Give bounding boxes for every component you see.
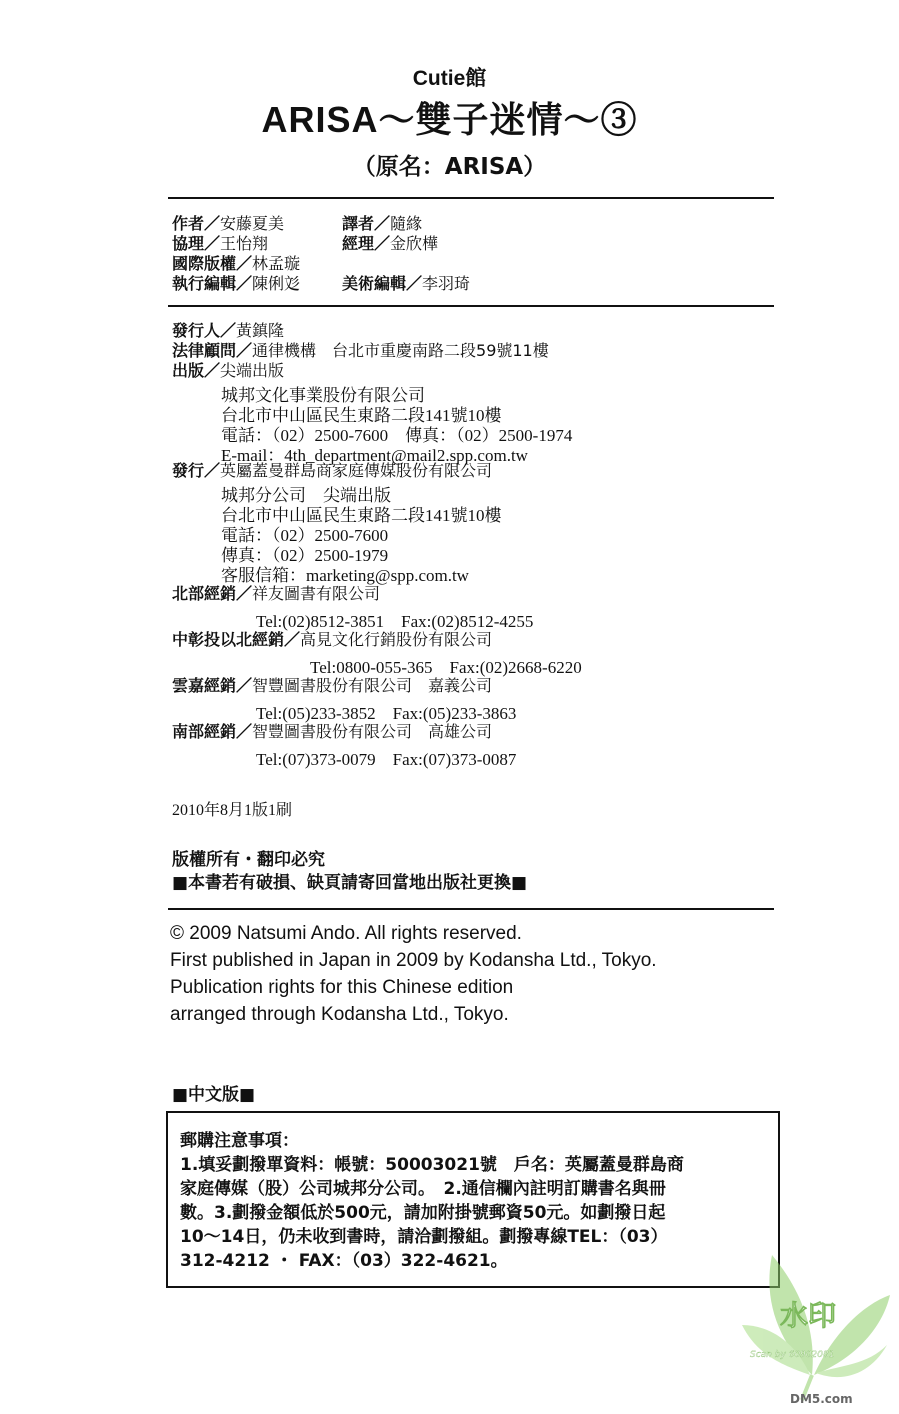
divider-credits: [168, 305, 774, 307]
distribute-name: 英屬蓋曼群島商家庭傳媒股份有限公司: [220, 461, 493, 480]
legal-label: 法律顧問／: [172, 341, 253, 360]
leaf-watermark-logo: [742, 1245, 892, 1405]
credit-executive-editor: [172, 274, 300, 294]
copyright-line: © 2009 Natsumi Ando. All rights reserved.: [170, 923, 522, 944]
publish-name: 尖端出版: [220, 361, 285, 380]
copyright-line: arranged through Kodansha Ltd., Tokyo.: [170, 1004, 509, 1025]
distributor-south: [172, 722, 492, 742]
distributor-contact: Tel:(07)373-0079 Fax:(07)373-0087: [256, 750, 517, 769]
credit-label: 經理／: [342, 234, 391, 253]
order-notice-line: 1.填妥劃撥單資料：帳號：50003021號 戶名：英屬蓋曼群島商: [180, 1155, 684, 1175]
distribute-address: 台北市中山區民生東路二段141號10樓: [221, 506, 502, 525]
order-notice-line: 10～14日，仍未收到書時，請洽劃撥組。劃撥專線TEL：（03）: [180, 1227, 668, 1247]
distribute-fax: 傳真：（02）2500-1979: [221, 546, 389, 565]
credit-label: 國際版權／: [172, 254, 253, 273]
distributor-label: 中彰投以北經銷／: [172, 630, 301, 649]
legal-line: [172, 341, 549, 361]
order-notice-title: 郵購注意事項：: [180, 1131, 299, 1151]
issuer-line: [172, 321, 284, 341]
distribute-phone: 電話：（02）2500-7600: [221, 526, 389, 545]
publish-company: 城邦文化事業股份有限公司: [221, 386, 425, 405]
order-notice-line: 家庭傳媒（股）公司城邦分公司。 2.通信欄內註明訂購書名與冊: [180, 1179, 666, 1199]
credit-author: [172, 214, 284, 234]
credit-label: 執行編輯／: [172, 274, 253, 293]
distributor-name: 祥友圖書有限公司: [252, 584, 381, 603]
credit-translator: [342, 214, 422, 234]
credit-manager: [342, 234, 438, 254]
distribute-line: [172, 461, 492, 481]
credit-international-rights: [172, 254, 300, 274]
distributor-contact: Tel:(05)233-3852 Fax:(05)233-3863: [256, 704, 517, 723]
credit-art-editor: [342, 274, 470, 294]
divider-top: [168, 197, 774, 199]
credit-label: 協理／: [172, 234, 221, 253]
distributor-central: [172, 630, 492, 650]
book-title: ARISA～雙子迷情～③: [261, 99, 638, 140]
credit-value: 林孟璇: [252, 254, 301, 273]
distributor-label: 雲嘉經銷／: [172, 676, 253, 695]
original-title: （原名：ARISA）: [352, 154, 547, 180]
credit-assistant-manager: [172, 234, 268, 254]
order-notice-line: 數。3.劃撥金額低於500元，請加附掛號郵資50元。如劃撥日起: [180, 1203, 666, 1223]
credit-value: 王怡翔: [220, 234, 269, 253]
distributor-name: 高見文化行銷股份有限公司: [300, 630, 493, 649]
distributor-yunjia: [172, 676, 492, 696]
distribute-branch: 城邦分公司 尖端出版: [221, 486, 391, 505]
order-notice-box: [166, 1111, 780, 1288]
credit-value: 李羽琦: [422, 274, 471, 293]
publish-email: E-mail：4th_department@mail2.spp.com.tw: [221, 446, 528, 465]
issuer-label: 發行人／: [172, 321, 237, 340]
rights-reserved: 版權所有・翻印必究: [172, 850, 325, 870]
divider-copyright: [168, 908, 774, 910]
publish-phone-fax: 電話：（02）2500-7600 傳真：（02）2500-1974: [221, 426, 573, 445]
edition-date: 2010年8月1版1刷: [172, 802, 293, 819]
credit-label: 譯者／: [342, 214, 391, 233]
watermark-site: DM5.com: [790, 1392, 853, 1405]
credit-label: 作者／: [172, 214, 221, 233]
legal-value: 通律機構 台北市重慶南路二段59號11樓: [252, 341, 549, 360]
series-name: Cutie館: [412, 67, 487, 90]
distributor-contact: Tel:0800-055-365 Fax:(02)2668-6220: [310, 658, 582, 677]
publish-address: 台北市中山區民生東路二段141號10樓: [221, 406, 502, 425]
distributor-label: 南部經銷／: [172, 722, 253, 741]
copyright-line: First published in Japan in 2009 by Kodansha Ltd., Tokyo.: [170, 950, 657, 971]
issuer-name: 黃鎮隆: [236, 321, 285, 340]
distribute-label: 發行／: [172, 461, 221, 480]
distribute-service-email: 客服信箱：marketing@spp.com.tw: [221, 566, 469, 585]
distributor-label: 北部經銷／: [172, 584, 253, 603]
credit-value: 金欣樺: [390, 234, 439, 253]
damage-notice: ■本書若有破損、缺頁請寄回當地出版社更換■: [172, 873, 528, 893]
credit-value: 安藤夏美: [220, 214, 285, 233]
publish-line: [172, 361, 284, 381]
distributor-north: [172, 584, 380, 604]
order-notice-line: 312-4212 ・ FAX：（03）322-4621。: [180, 1251, 508, 1271]
credit-label: 美術編輯／: [342, 274, 423, 293]
credit-value: 陳俐彣: [252, 274, 301, 293]
credit-value: 隨緣: [390, 214, 423, 233]
publish-label: 出版／: [172, 361, 221, 380]
watermark-credit: Scan by 60902081: [750, 1350, 835, 1360]
copyright-line: Publication rights for this Chinese edition: [170, 977, 514, 998]
distributor-name: 智豐圖書股份有限公司 嘉義公司: [252, 676, 493, 695]
distributor-contact: Tel:(02)8512-3851 Fax:(02)8512-4255: [256, 612, 534, 631]
chinese-edition-heading: ■中文版■: [172, 1085, 256, 1105]
distributor-name: 智豐圖書股份有限公司 高雄公司: [252, 722, 493, 741]
watermark-text: 水印: [780, 1299, 837, 1332]
